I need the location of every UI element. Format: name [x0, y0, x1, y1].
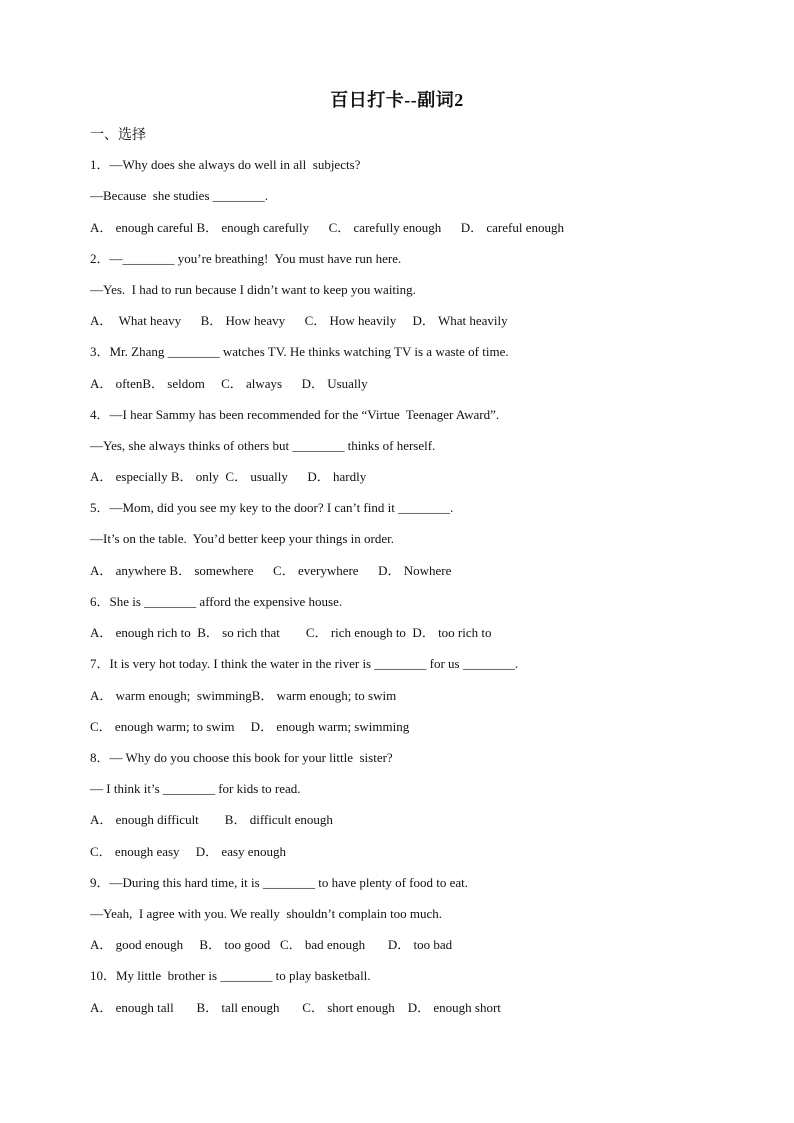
page-title: 百日打卡--副词2 [330, 90, 464, 110]
options-line: A． enough difficult B． difficult enough [90, 812, 333, 827]
question-line: —Yes, she always thinks of others but ________ thinks of herself. [90, 438, 436, 453]
section-heading: 一、选择 [90, 128, 146, 143]
question-line: 5．—Mom, did you see my key to the door? I can’t find it ________. [90, 500, 454, 515]
question-line: —Yeah, I agree with you. We really shouldn’t complain too much. [90, 906, 443, 921]
question-line: 10．My little brother is ________ to play basketball. [90, 968, 371, 983]
options-line: A． What heavy B． How heavy C． How heavily D． What heavily [90, 313, 508, 328]
question-line: 3．Mr. Zhang ________ watches TV. He thinks watching TV is a waste of time. [90, 344, 509, 359]
question-line: 8．— Why do you choose this book for your little sister? [90, 750, 393, 765]
options-line: A． anywhere B． somewhere C． everywhere D． Nowhere [90, 563, 452, 578]
question-line: —Yes. I had to run because I didn’t want to keep you waiting. [90, 282, 416, 297]
options-line: C． enough warm; to swim D． enough warm; swimming [90, 719, 410, 734]
options-line: A． good enough B． too good C． bad enough D． too bad [90, 937, 453, 952]
question-line: —Because she studies ________. [90, 188, 269, 203]
options-line: A． warm enough; swimmingB． warm enough; to swim [90, 688, 397, 703]
options-line: A． especially B． only C． usually D． hardly [90, 469, 367, 484]
question-line: 4．—I hear Sammy has been recommended for the “Virtue Teenager Award”. [90, 407, 500, 422]
question-line: 1．—Why does she always do well in all subjects? [90, 157, 361, 172]
options-line: A． oftenB． seldom C． always D． Usually [90, 376, 368, 391]
question-line: 9．—During this hard time, it is ________ to have plenty of food to eat. [90, 875, 469, 890]
question-line: — I think it’s ________ for kids to read. [90, 781, 301, 796]
question-line: —It’s on the table. You’d better keep your things in order. [90, 531, 395, 546]
options-line: A． enough rich to B． so rich that C． rich enough to D． too rich to [90, 625, 492, 640]
options-line: A． enough careful B． enough carefully C． carefully enough D． careful enough [90, 220, 564, 235]
question-line: 2．—________ you’re breathing! You must have run here. [90, 251, 402, 266]
question-line: 7．It is very hot today. I think the water in the river is ________ for us ________. [90, 656, 519, 671]
question-line: 6．She is ________ afford the expensive house. [90, 594, 343, 609]
options-line: A． enough tall B． tall enough C． short enough D． enough short [90, 1000, 501, 1015]
options-line: C． enough easy D． easy enough [90, 844, 287, 859]
